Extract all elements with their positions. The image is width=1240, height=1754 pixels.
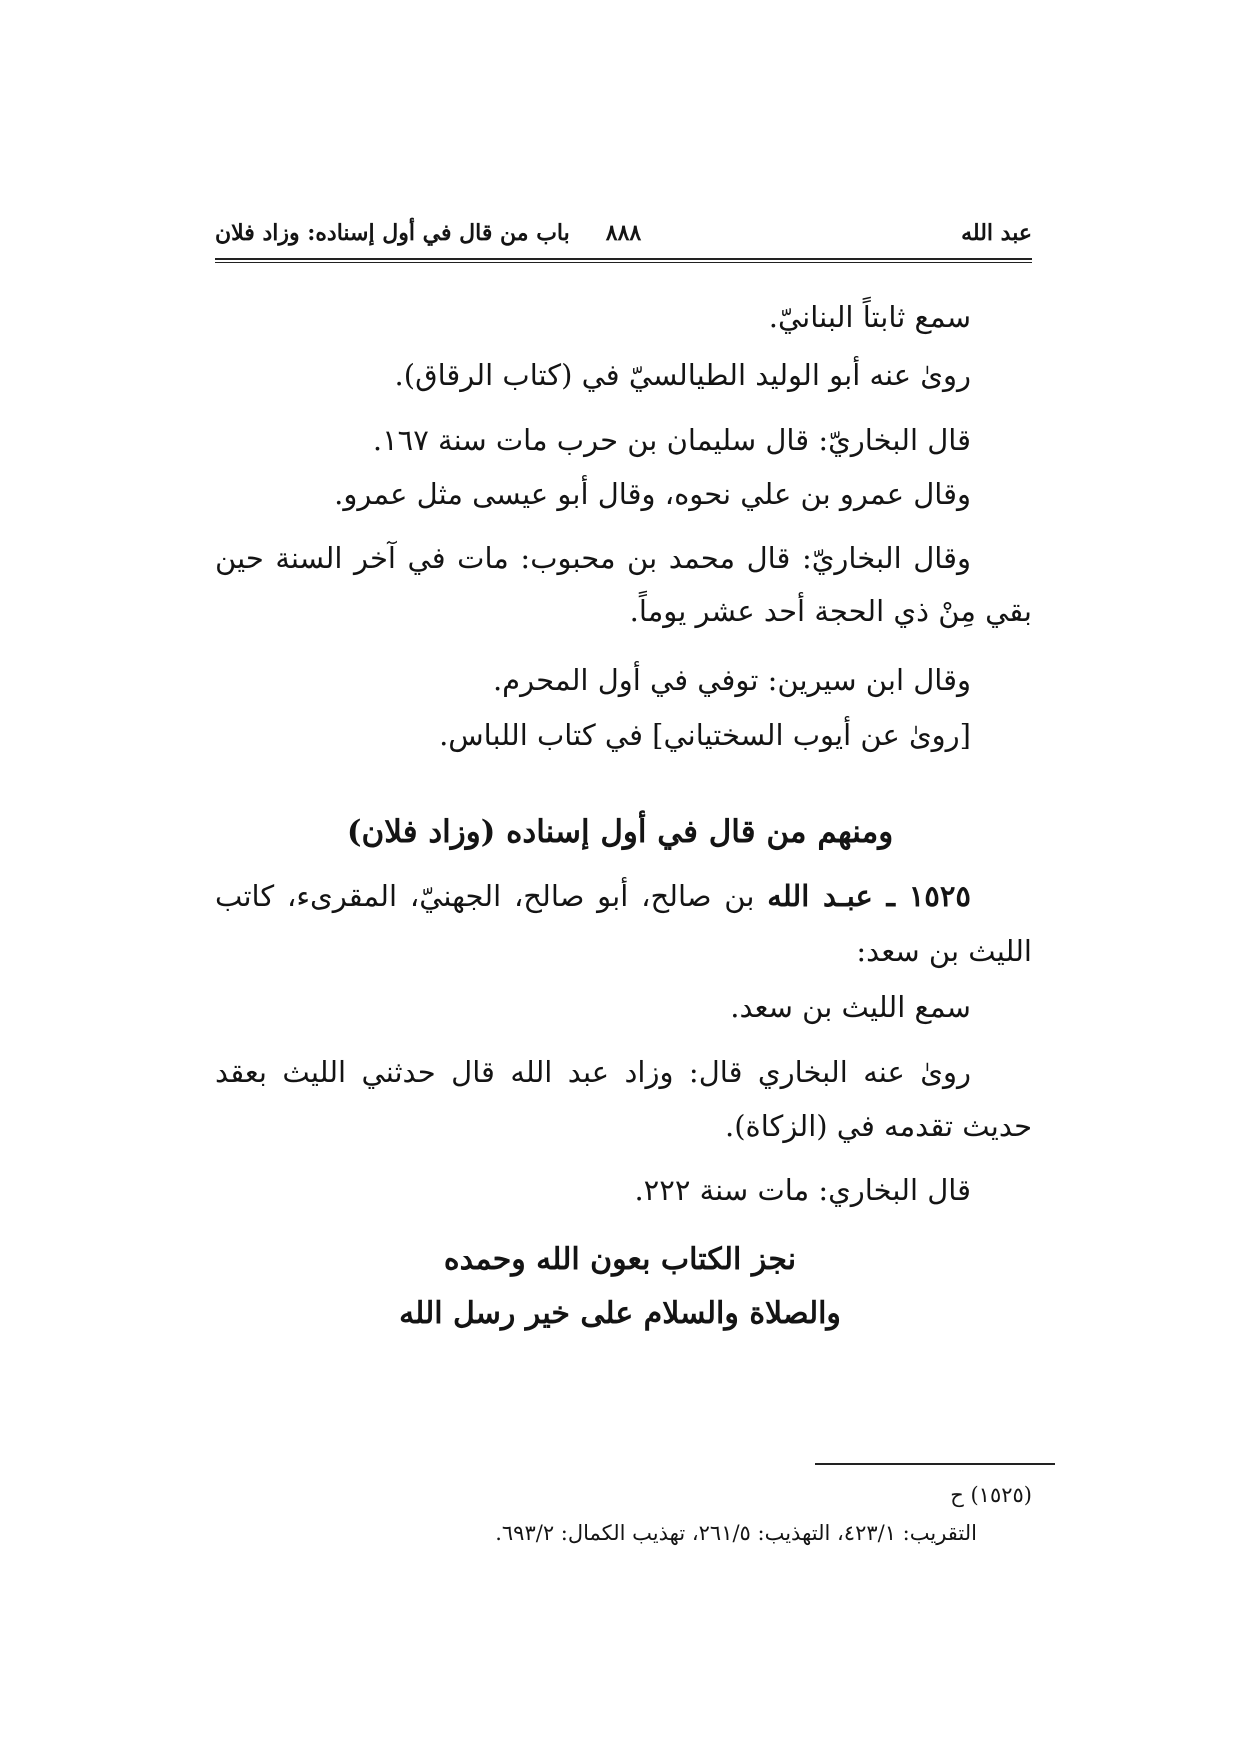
text-line: وقال ابن سيرين: توفي في أول المحرم. [492,663,971,697]
footnote-text: التقريب: ٤٢٣/١، التهذيب: ٢٦١/٥، تهذيب الكمال: ٦٩٣/٢. [495,1521,977,1545]
section-heading: ومنهم من قال في أول إسناده (وزاد فلان) [346,814,894,850]
header-divider [215,258,1032,263]
text-line: روىٰ عنه أبو الوليد الطيالسيّ في (كتاب الرقاق). [394,358,971,392]
closing-line: نجز الكتاب بعون الله وحمده [443,1242,797,1277]
footnote-divider [815,1463,1055,1465]
entry-line [215,876,971,916]
entry-line: سمع الليث بن سعد. [730,990,971,1024]
text-line: بقي مِنْ ذي الحجة أحد عشر يوماً. [629,594,1032,628]
page-number: ٨٨٨ [605,220,642,246]
entry-line: قال البخاري: مات سنة ٢٢٢. [634,1173,971,1207]
running-header [215,218,1032,258]
entry-line: روىٰ عنه البخاري قال: وزاد عبد الله قال حدثني الليث بعقد [215,1055,971,1089]
header-author-name: عبد الله [961,220,1032,246]
text-line: وقال عمرو بن علي نحوه، وقال أبو عيسى مثل عمرو. [334,477,971,511]
closing-line: والصلاة والسلام على خير رسل الله [399,1296,841,1331]
header-chapter-title: باب من قال في أول إسناده: وزاد فلان [215,220,570,246]
text-line: وقال البخاريّ: قال محمد بن محبوب: مات في آخر السنة حين [215,541,971,575]
entry-line: الليث بن سعد: [856,934,1032,968]
entry-description: بن صالح، أبو صالح، الجهنيّ، المقرىء، كاتب [215,879,755,913]
text-line: قال البخاريّ: قال سليمان بن حرب مات سنة ١٦٧. [372,423,971,457]
footnote-reference: (١٥٢٥) ح [950,1483,1032,1507]
text-line: [روىٰ عن أيوب السختياني] في كتاب اللباس. [439,718,971,752]
entry-line: حديث تقدمه في (الزكاة). [724,1109,1032,1143]
text-line: سمع ثابتاً البنانيّ. [768,300,971,334]
entry-number-name: ١٥٢٥ ـ عبـد الله [767,879,971,913]
